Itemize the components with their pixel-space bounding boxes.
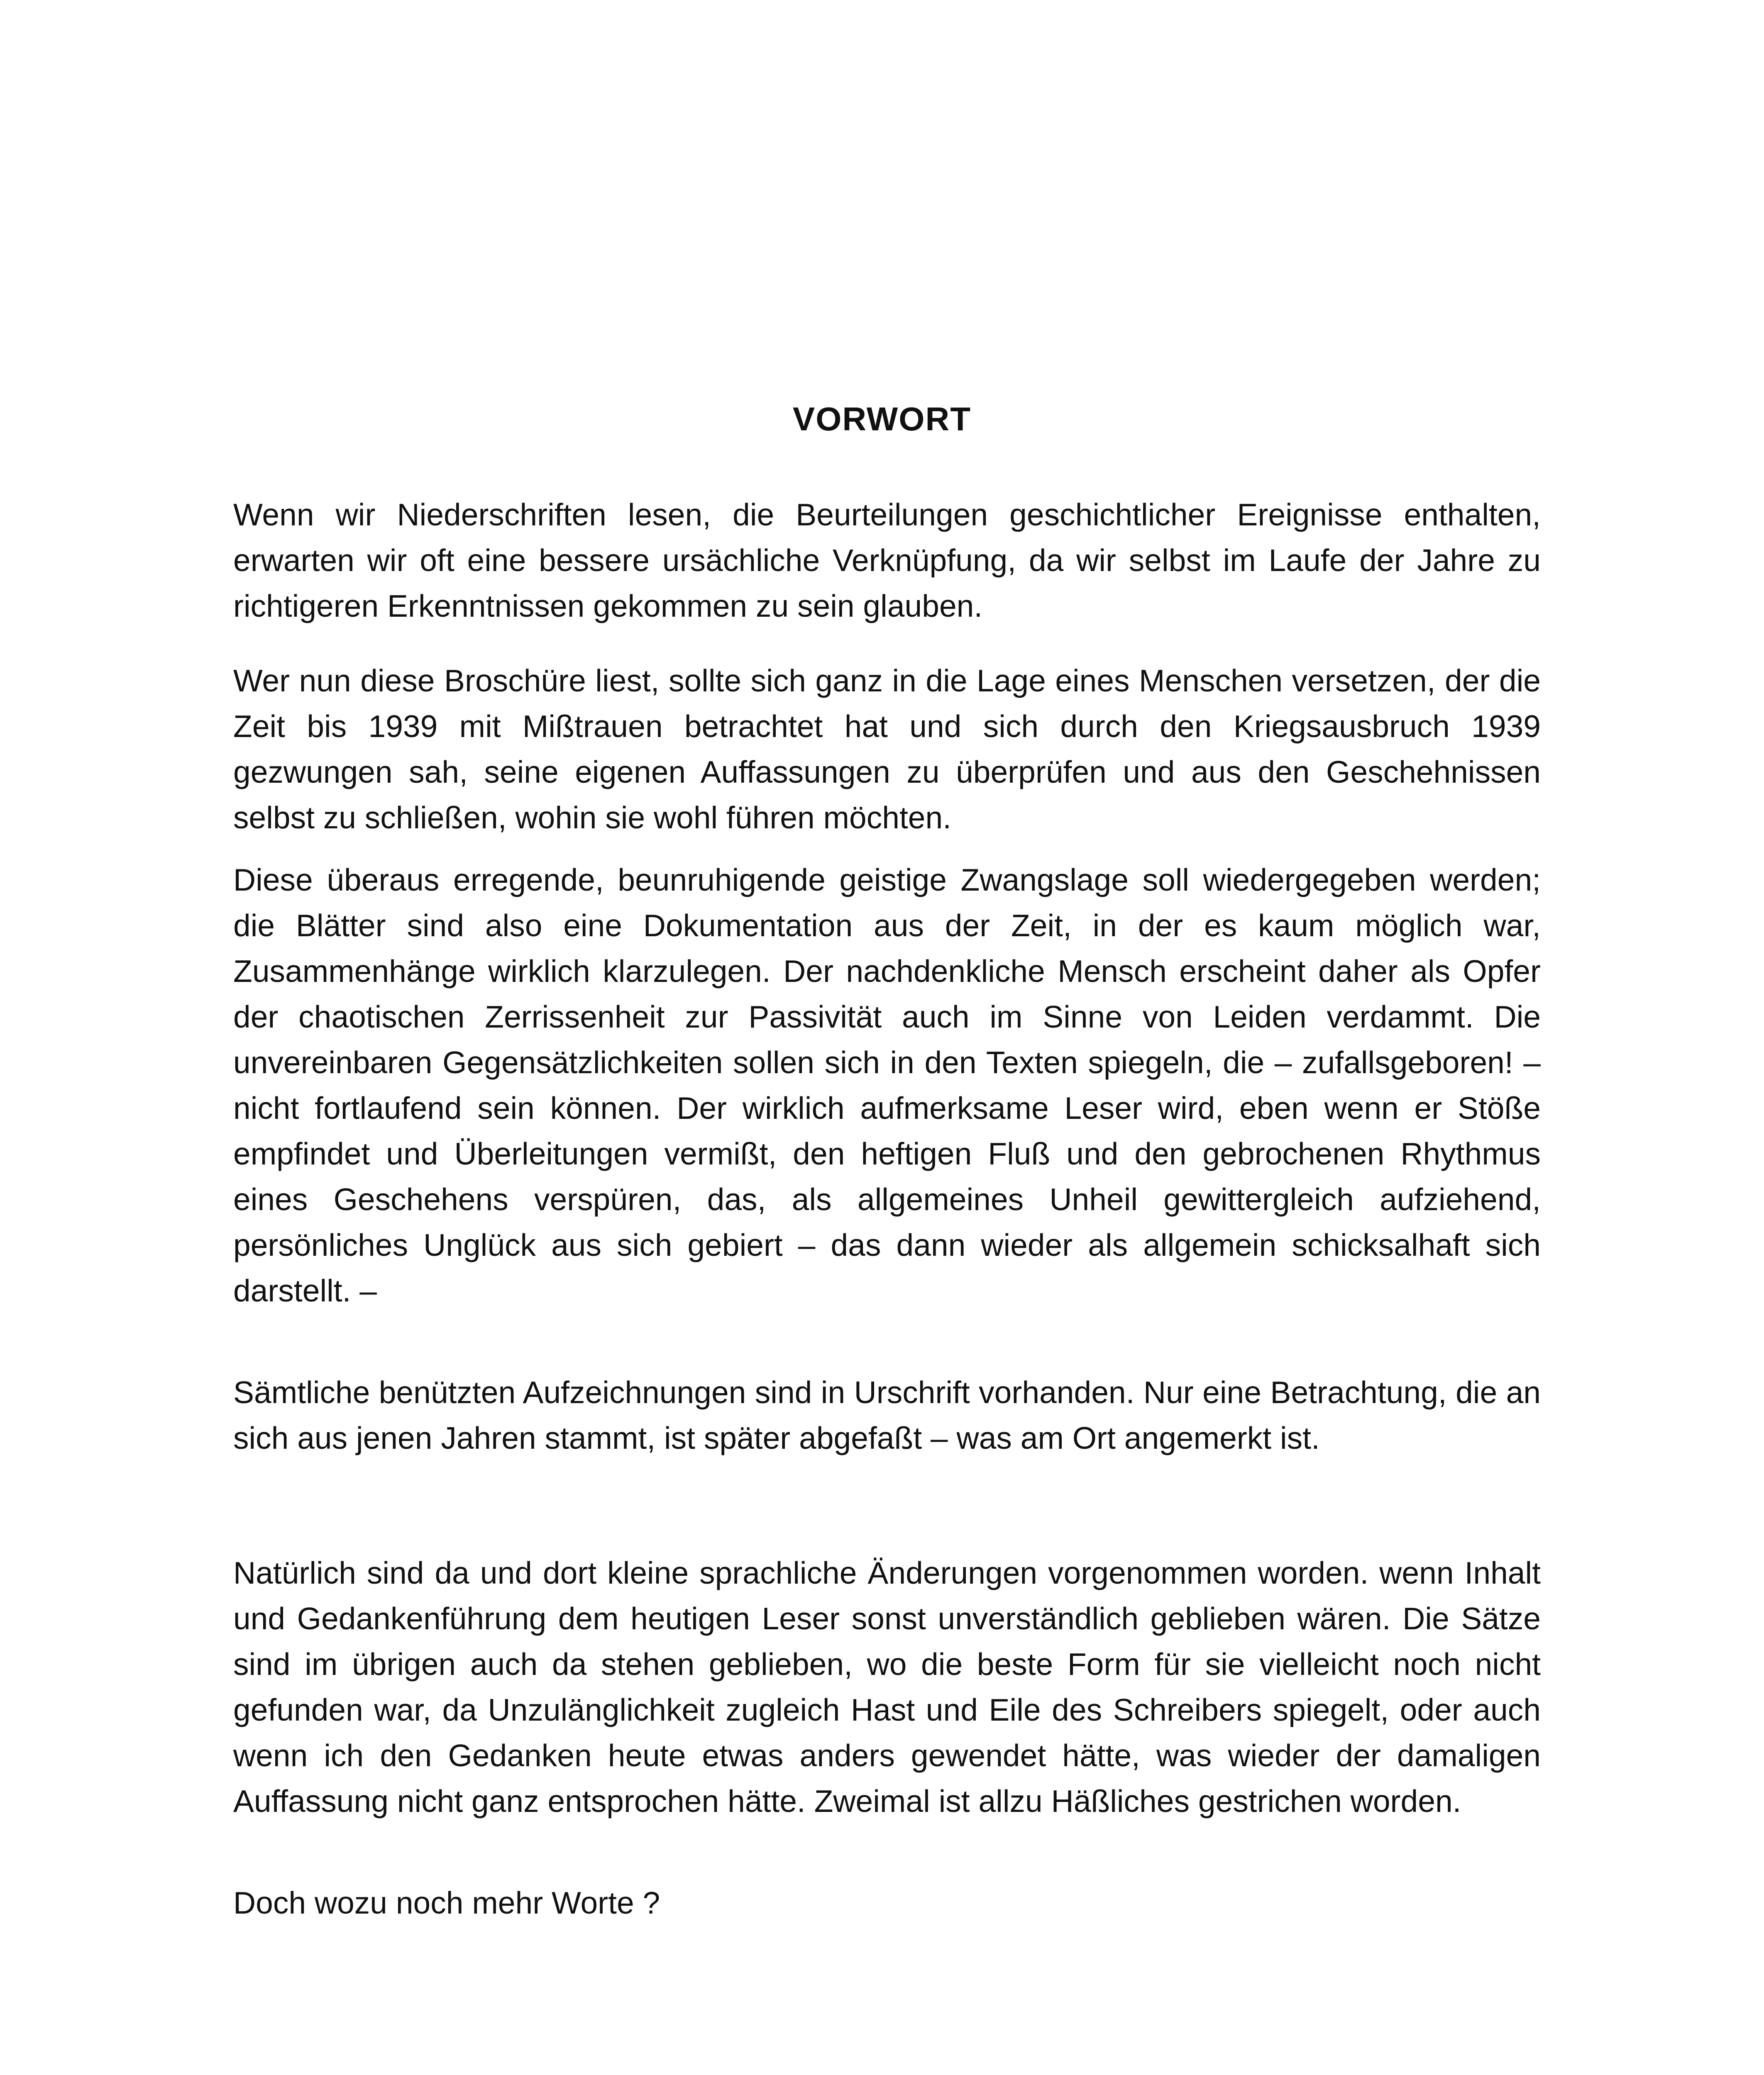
- paragraph-4: Sämtliche benützten Aufzeichnungen sind in Urschrift vorhanden. Nur eine Betrachtung, die an sich aus jenen Jahren stammt, ist später abgefaßt – was am Ort angemerkt ist.: [233, 1375, 1541, 1455]
- paragraph-1: Wenn wir Niederschriften lesen, die Beurteilungen geschichtlicher Ereignisse enthalten, erwarten wir oft eine bessere ursächliche Verknüpfung, da wir selbst im Laufe der Jahre zu richtigeren Erkenntnissen gekommen zu sein glauben.: [233, 497, 1541, 623]
- paragraph-6: Doch wozu noch mehr Worte ?: [233, 1885, 660, 1920]
- paragraph-5: Natürlich sind da und dort kleine sprachliche Änderungen vorgenommen worden. wenn Inhalt und Gedankenführung dem heutigen Leser sonst unverständlich geblieben wären. Die Sätze sind im übrigen auch da stehen geblieben, wo die beste Form für sie vielleicht noch nicht gefunden war, da Unzulänglichkeit zugleich Hast und Eile des Schreibers spiegelt, oder auch wenn ich den Gedanken heute etwas anders gewendet hätte, was wieder der damaligen Auffassung nicht ganz entsprochen hätte. Zweimal ist allzu Häßliches gestrichen worden.: [233, 1555, 1541, 1819]
- page-title: VORWORT: [792, 400, 972, 437]
- paragraph-3: Diese überaus erregende, beunruhigende geistige Zwangslage soll wiedergegeben werden; die Blätter sind also eine Dokumentation aus der Zeit, in der es kaum möglich war, Zusammenhänge wirklich klarzulegen. Der nachdenkliche Mensch erscheint daher als Opfer der chaotischen Zerrissenheit zur Passivität auch im Sinne von Leiden verdammt. Die unvereinbaren Gegensätzlichkeiten sollen sich in den Texten spiegeln, die – zufallsgeboren! – nicht fortlaufend sein können. Der wirklich aufmerksame Leser wird, eben wenn er Stöße empfindet und Überleitungen vermißt, den heftigen Fluß und den gebrochenen Rhythmus eines Geschehens verspüren, das, als allgemeines Unheil gewittergleich aufziehend, persönliches Unglück aus sich gebiert – das dann wieder als allgemein schicksalhaft sich darstellt. –: [233, 862, 1541, 1308]
- paragraph-2: Wer nun diese Broschüre liest, sollte sich ganz in die Lage eines Menschen versetzen, der die Zeit bis 1939 mit Mißtrauen betrachtet hat und sich durch den Kriegsausbruch 1939 gezwungen sah, seine eigenen Auffassungen zu überprüfen und aus den Geschehnissen selbst zu schließen, wohin sie wohl führen möchten.: [233, 663, 1541, 835]
